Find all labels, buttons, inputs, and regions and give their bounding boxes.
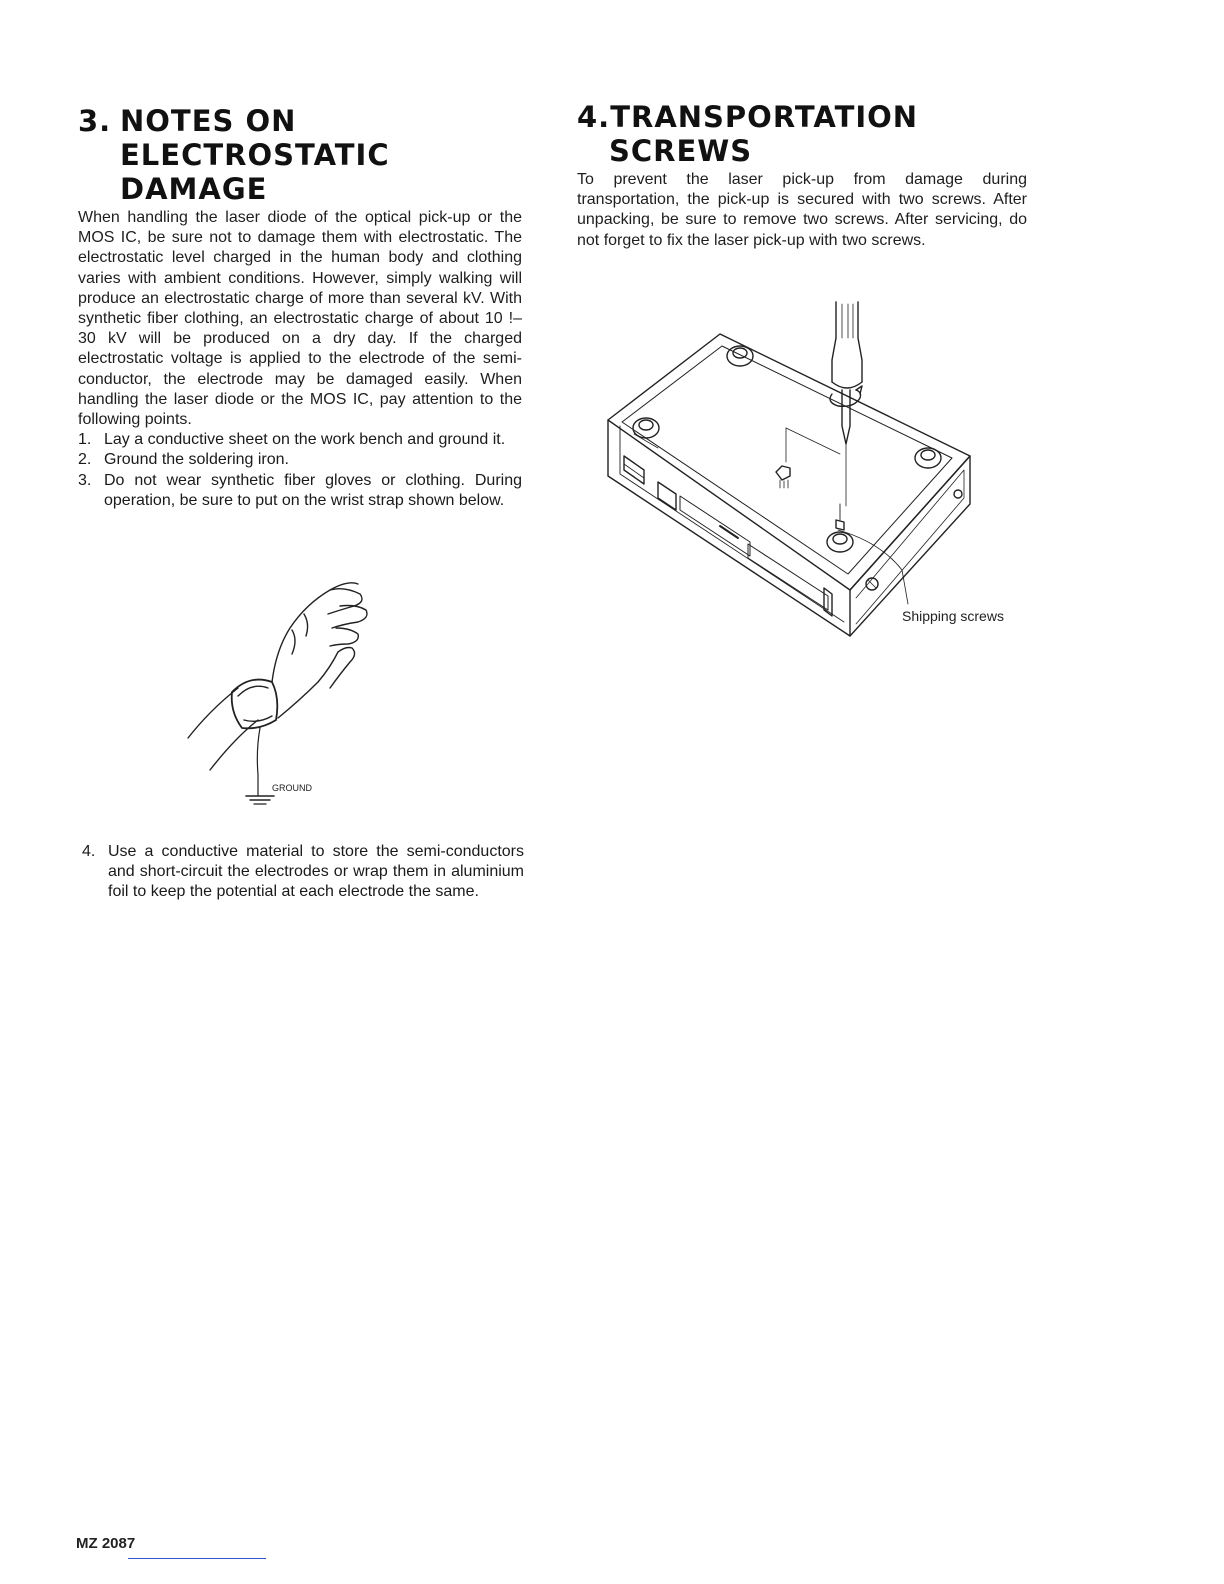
section-3-heading — [78, 104, 522, 206]
ground-label: GROUND — [272, 783, 312, 793]
wrist-strap-figure — [180, 570, 380, 810]
precaution-list — [78, 430, 522, 511]
section-3-number: 3. — [78, 104, 112, 138]
footer-rule — [128, 1558, 266, 1559]
list-item: 2. Ground the soldering iron. — [78, 451, 289, 469]
list-item: 1. Lay a conductive sheet on the work bench and ground it. — [78, 431, 506, 449]
list-item: 4. Use a conductive material to store the semi-conductors and short-circuit the electrodes or wrap them in aluminium foil to keep the potential at each electrode the same. — [82, 843, 524, 901]
section-4-heading — [577, 100, 1027, 168]
section-4-title-line-1: TRANSPORTATION — [610, 100, 919, 134]
list-item: 3. Do not wear synthetic fiber gloves or clothing. During operation, be sure to put on the wrist strap shown below. — [78, 471, 522, 509]
shipping-screws-figure — [600, 298, 1020, 643]
section-3-title-line-1: NOTES ON — [120, 104, 297, 138]
document-code: MZ 2087 — [76, 1535, 136, 1552]
section-3-title-line-3: DAMAGE — [120, 172, 268, 206]
section-3-point-4 — [82, 842, 524, 903]
section-4-title-line-2: SCREWS — [609, 134, 753, 168]
section-3 — [78, 104, 522, 511]
section-4-body: To prevent the laser pick-up from damage during transportation, the pick-up is secured with two screws. After unpacking, be sure to remove two screws. After servicing, do not forget to fix the laser pick-up with two screws. — [577, 171, 1027, 249]
section-4 — [577, 100, 1027, 251]
section-4-number: 4. — [577, 100, 611, 134]
section-3-body: When handling the laser diode of the optical pick-up or the MOS IC, be sure not to damage them with electrostatic. The electrostatic level charged in the human body and clothing varies with ambient conditions. However, simply walking will produce an electrostatic charge of more than several kV. With synthetic fiber clothing, an electrostatic charge of about 10 !– 30 kV will be produced on a dry day. If the charged electrostatic voltage is applied to the electrode of the semi-conductor, the electrode may be damaged easily. When handling the laser diode or the MOS IC, pay attention to the following points. — [78, 209, 522, 429]
section-3-title-line-2: ELECTROSTATIC — [120, 138, 390, 172]
shipping-screws-label: Shipping screws — [902, 608, 1004, 624]
precaution-list-continued — [82, 842, 524, 903]
